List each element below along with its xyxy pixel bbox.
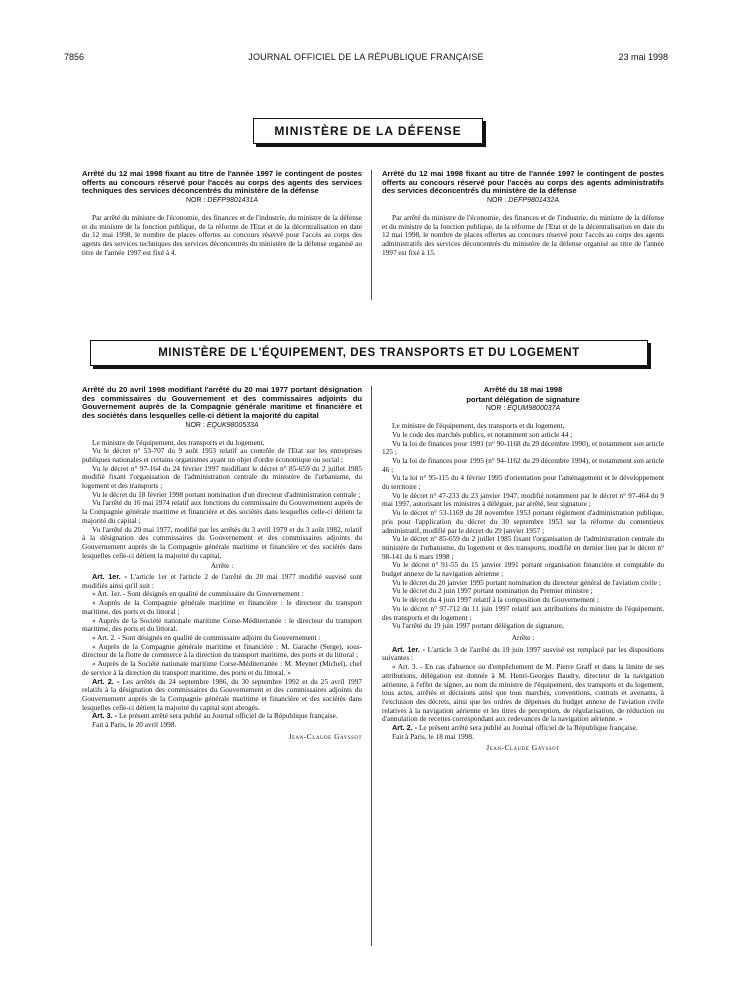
column-divider — [371, 170, 372, 300]
equipment-decree-right — [382, 386, 664, 753]
signature: Jean-Claude Gayssot — [288, 731, 362, 741]
visa-paragraph: Le ministre de l'équipement, des transports et du logement, — [92, 437, 265, 447]
decree-title: Arrêté du 20 avril 1998 modifiant l'arrêté du 20 mai 1977 portant désignation des commissaires du Gouvernement et des commissaires adjoints du Gouvernement auprès de la Compagnie générale maritime et financière et des sociétés dans lesquelles celle-ci détient la majorité du capital — [82, 385, 362, 421]
visa-paragraph: Vu l'arrêté du 20 mai 1977, modifié par les arrêtés du 3 avril 1979 et du 3 août 1982, relatif à la désignation des commissaires du Gouvernement et des commissaires adjoints du Gouvernement auprès de la Compagnie générale maritime et financière et des sociétés dans lesquelles celle-ci détient la majorité du capital, — [82, 524, 362, 560]
visa-paragraph: Vu le décret n° 53-1169 du 28 novembre 1953 portant règlement d'administration publique, pris pour l'application du décret du 30 septembre 1953 sur la réforme du contentieux administratif, modifié par le décret du 29 janvier 1957 ; — [382, 508, 664, 535]
article-1: Art. 1er. - L'article 3 de l'arrêté du 19 juin 1997 susvisé est remplacé par les dispositions suivantes : — [382, 644, 665, 663]
visa-paragraph: Vu le décret du 20 janvier 1995 portant nomination du directeur général de l'aviation civile ; — [392, 577, 661, 587]
visa-paragraph: Vu le décret du 2 juin 1997 portant nomination du Premier ministre ; — [392, 586, 593, 596]
quote-paragraph: « Auprès de la Société nationale maritime Corse-Méditerranée : le directeur du transport maritime, des ports et du littoral. — [82, 615, 362, 634]
nor-reference: NOR : DEFP9801431A — [186, 197, 258, 205]
visa-paragraph: Vu le code des marchés publics, et notamment son article 44 ; — [392, 429, 573, 439]
journal-title: JOURNAL OFFICIEL DE LA RÉPUBLIQUE FRANÇAISE — [248, 52, 484, 62]
article-3: Art. 3. - Le présent arrêté sera publié au Journal officiel de la République française. — [92, 711, 338, 721]
quote-paragraph: « Auprès de la Compagnie générale maritime et financière : le directeur du transport maritime, des ports et du littoral ; — [82, 598, 362, 616]
arrete-heading: Arrête : — [511, 632, 535, 642]
column-divider — [371, 386, 372, 946]
quote-paragraph: « Auprès de la Société nationale maritime Corse-Méditerranée : M. Meynet (Michel), chef de service à la direction du transport maritime, des ports et du littoral. » — [82, 659, 362, 677]
visa-paragraph: Vu le décret n° 47-233 du 23 janvier 1947, modifié notamment par le décret n° 97-464 du 9 mai 1997, autorisant les ministres à déléguer, par arrêté, leur signature ; — [382, 490, 664, 509]
ministry-defense-heading: MINISTÈRE DE LA DÉFENSE — [253, 118, 483, 144]
defense-decree-right — [382, 170, 664, 257]
nor-reference: NOR : DEFP9801432A — [487, 197, 559, 205]
article-2: Art. 2. - Les arrêtés du 24 septembre 1986, du 30 septembre 1992 et du 25 avril 1997 relatifs à la désignation des commissaires du Gouvernement et des commissaires adjoints du Gouvernement auprès de la Compagnie générale maritime et financière et des sociétés dans lesquelles celle-ci détient la majorité du capital sont abrogés. — [82, 676, 363, 712]
visa-paragraph: Vu le décret n° 85-659 du 2 juillet 1985 fixant l'organisation de l'administration centrale du ministère de l'urbanisme, du logement et des transports, modifié en dernier lieu par le décret n° 98-141 du 6 mars 1998 ; — [382, 534, 664, 561]
defense-decree-left — [82, 170, 362, 257]
publication-date: 23 mai 1998 — [618, 52, 668, 62]
visa-paragraph: Vu le décret n° 91-55 du 15 janvier 1991 portant organisation financière et comptable du budget annexe de la navigation aérienne ; — [382, 560, 664, 579]
equipment-decree-left — [82, 386, 362, 741]
decree-title: Arrêté du 18 mai 1998 — [483, 385, 563, 394]
nor-reference: NOR : EQUM9800037A — [485, 405, 561, 413]
visa-paragraph: Vu le décret du 4 juin 1997 relatif à la composition du Gouvernement ; — [392, 595, 599, 605]
nor-reference: NOR : EQUK9800533A — [185, 421, 259, 429]
visa-paragraph: Vu la loi de finances pour 1991 (n° 90-1168 du 29 décembre 1990), et notamment son article 125 ; — [382, 438, 664, 457]
place-and-date: Fait à Paris, le 18 mai 1998. — [392, 731, 474, 741]
quote-paragraph: « Art. 3. - En cas d'absence ou d'empêchement de M. Pierre Graff et dans la limite de ses attributions, délégation est donnée à M. Henri-Georges Baudry, directeur de la navigation aérienne, à l'effet de signer, au nom du ministre de l'équipement, des transports et du logement, tous actes, arrêtés et décisions ainsi que tous marchés, conventions, contrats et avenants, à l'exclusion des décrets, ainsi que les ordres de dépenses du budget annexe de l'aviation civile relatives à la navigation aérienne et les titres de perception, de régularisation, de réduction ou d'annulation de recettes correspondant aux redevances de la navigation aérienne. » — [382, 662, 664, 724]
quote-paragraph: « Auprès de la Compagnie générale maritime et financière : M. Garache (Serge), sous-directeur de la flotte de commerce à la direction du transport maritime, des ports et du littoral ; — [82, 641, 362, 660]
decree-body: Par arrêté du ministre de l'économie, des finances et de l'industrie, du ministre de la défense et du ministre de la fonction publique, de la réforme de l'Etat et de la décentralisation en date du 12 mai 1998, le nombre de places offertes au concours réservé pour l'accès au corps des agents des services techniques des services déconcentrés du ministère de la défense organisé au titre de l'année 1997 est fixé à 4. — [82, 212, 362, 257]
article-1: Art. 1er. - L'article 1er et l'article 2 de l'arrêté du 20 mai 1977 modifié susvisé sont modifiés ainsi qu'il suit : — [82, 572, 363, 590]
visa-paragraph: Vu le décret n° 53-707 du 9 août 1953 relatif au contrôle de l'Etat sur les entreprises publiques nationales et certains organismes ayant un objet d'ordre économique ou social ; — [82, 446, 362, 464]
visa-paragraph: Vu le décret n° 97-712 du 11 juin 1997 relatif aux attributions du ministre de l'équipement, des transports et du logement ; — [382, 603, 664, 622]
decree-subtitle: portant délégation de signature — [466, 394, 580, 404]
visa-paragraph: Vu l'arrêté du 16 mai 1974 relatif aux fonctions du commissaire du Gouvernement auprès de la Compagnie générale maritime et financière et des sociétés dans lesquelles celle-ci détient la majorité du capital ; — [82, 498, 362, 525]
quote-paragraph: « Art. 1er. - Sont désignés en qualité de commissaire du Gouvernement : — [92, 589, 304, 599]
decree-title: Arrêté du 12 mai 1998 fixant au titre de l'année 1997 le contingent de postes offerts au concours réservé pour l'accès au corps des agents des services techniques des services déconcentrés du ministère de la défense — [82, 169, 362, 196]
page-header — [64, 52, 668, 68]
quote-paragraph: « Art. 2. - Sont désignés en qualité de commissaire adjoint du Gouvernement : — [92, 632, 321, 642]
decree-title: Arrêté du 12 mai 1998 fixant au titre de l'année 1997 le contingent de postes offerts au concours réservé pour l'accès au corps des agents administratifs des services déconcentrés du ministère de la défense — [382, 169, 664, 196]
place-and-date: Fait à Paris, le 20 avril 1998. — [92, 720, 177, 730]
visa-paragraph: Vu le décret n° 97-164 du 24 février 1997 modifiant le décret n° 85-659 du 2 juillet 1985 modifié fixant l'organisation de l'administration centrale du ministère de l'urbanisme, du logement et des transports ; — [82, 463, 362, 491]
visa-paragraph: Vu la loi de finances pour 1995 (n° 94-1162 du 29 décembre 1994), et notamment son article 46 ; — [382, 455, 664, 474]
ministry-equipment-heading: MINISTÈRE DE L'ÉQUIPEMENT, DES TRANSPORTS ET DU LOGEMENT — [90, 340, 648, 366]
visa-paragraph: Vu le décret du 18 février 1998 portant nomination d'un directeur d'administration centrale ; — [92, 489, 361, 499]
arrete-heading: Arrête : — [210, 561, 234, 571]
signature: Jean-Claude Gayssot — [486, 743, 560, 753]
decree-body: Par arrêté du ministre de l'économie, des finances et de l'industrie, du ministre de la défense et du ministre de la fonction publique, de la réforme de l'Etat et de la décentralisation en date du 12 mai 1998, le nombre de places offertes au concours réservé pour l'accès au corps des agents administratifs des services déconcentrés du ministère de la défense organisé au titre de l'année 1997 est fixé à 15. — [382, 212, 664, 257]
visa-paragraph: Vu l'arrêté du 19 juin 1997 portant délégation de signature, — [392, 621, 564, 631]
visa-paragraph: Le ministre de l'équipement, des transports et du logement, — [392, 421, 565, 431]
visa-paragraph: Vu la loi n° 95-115 du 4 février 1995 d'orientation pour l'aménagement et le développement du territoire ; — [382, 473, 664, 492]
article-2: Art. 2. - Le présent arrêté sera publié au Journal officiel de la République française. — [392, 723, 638, 733]
page-number: 7856 — [64, 52, 85, 62]
